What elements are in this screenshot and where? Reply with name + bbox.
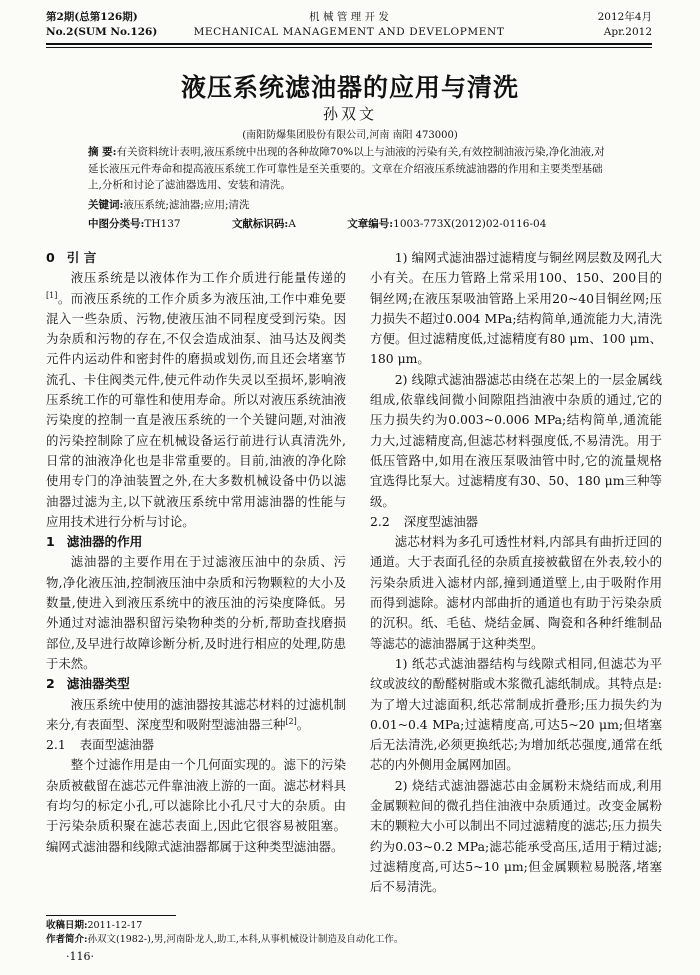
article-label: 文章编号:	[347, 218, 394, 230]
footnote-rule	[46, 915, 176, 916]
clc-value: TH137	[144, 218, 181, 230]
article-title: 液压系统滤油器的应用与清洗	[180, 73, 519, 102]
header-rule-thin	[46, 47, 652, 48]
abstract-text: 有关资料统计表明,液压系统中出现的各种故障70%以上与油液的污染有关,有效控制油液污染,净化油液,对延长液压元件寿命和提高液压系统工作可靠性是至关重要的。文章在介绍液压系统滤油器的作用和主要类型基础上,分析和讨论了滤油器选用、安装和清洗。	[88, 146, 605, 191]
issue-en: No.2(SUM No.126)	[46, 26, 158, 38]
journal-en: MECHANICAL MANAGEMENT AND DEVELOPMENT	[193, 26, 505, 38]
paragraph-depth: 滤芯材料为多孔可透性材料,内部具有曲折迂回的通道。大于表面孔径的杂质直接被截留在外表,较小的污染杂质进入滤材内部,撞到通道壁上,由于吸附作用而得到滤除。滤材内部曲折的通道也有助于污染杂质的沉积。纸、毛毡、烧结金属、陶瓷和各种纤维制品等滤芯的滤油器属于这种类型。	[370, 534, 662, 651]
article-number	[347, 218, 570, 230]
date-en: Apr.2012	[603, 26, 652, 38]
author-bio-value: 孙双文(1982-),男,河南卧龙人,助工,本科,从事机械设计制造及自动化工作。	[87, 934, 404, 945]
paragraph-paper-filter: 1) 纸芯式滤油器结构与线隙式相同,但滤芯为平纹或波纹的酚醛树脂或木浆微孔滤纸制成。其特点是:为了增大过滤面积,纸芯常制成折叠形;压力损失约为0.01~0.4 MPa;过滤精度高,可达5~20 μm;但堵塞后无法清洗,必须更换纸芯;为增加纸芯强度,通常在纸芯的内外侧用金属网加固。	[370, 655, 662, 773]
subsection-heading-surface	[46, 735, 346, 755]
abstract	[88, 144, 608, 194]
received-label: 收稿日期:	[46, 920, 88, 931]
clc-label: 中图分类号:	[88, 218, 145, 230]
author-affiliation: (南阳防爆集团股份有限公司,河南 南阳 473000)	[242, 130, 458, 141]
section-heading-types	[46, 674, 346, 694]
keywords-label: 关键词:	[88, 199, 124, 211]
left-column	[46, 248, 346, 857]
paragraph-surface: 整个过滤作用是由一个几何面实现的。滤下的污染杂质被截留在滤芯元件靠油液上游的一面。滤芯材料具有均匀的标定小孔,可以滤除比小孔尺寸大的杂质。由于污染杂质积聚在滤芯表面上,因此它很容易被阻塞。编网式滤油器和线隙式滤油器都属于这种类型滤油器。	[46, 757, 346, 854]
classification-line	[88, 216, 608, 233]
subsection-number: 2.2	[370, 513, 390, 529]
text-run: 。而液压系统的工作介质多为液压油,工作中难免要混入一些杂质、污物,使液压油不同程度受到污染。因为杂质和污物的存在,不仅会造成油泵、油马达及阀类元件内运动件和密封件的磨损或划伤,而且还会堵塞节流孔、卡住阀类元件,使元件动作失灵以至损坏,影响液压系统工作的可靠性和使用寿命。所以对液压系统油液污染度的控制一直是液压系统的一个关键问题,对油液的污染控制除了应在机械设备运行前进行认真清洗外,日常的油液净化也是非常重要的。目前,油液的净化除使用专门的净油装置之外,在大多数机械设备中仍以滤油器过滤为主,以下就液压系统中常用滤油器的性能与应用技术进行分析与讨论。	[46, 290, 346, 529]
abstract-label: 摘 要:	[88, 146, 117, 158]
section-number: 1	[46, 534, 55, 550]
right-column	[370, 248, 662, 898]
section-title: 滤油器的作用	[66, 534, 143, 550]
article-value: 1003-773X(2012)02-0116-04	[393, 218, 547, 230]
keywords	[88, 197, 608, 214]
section-title: 引 言	[66, 250, 97, 265]
subsection-title: 表面型滤油器	[79, 737, 155, 753]
article-author: 孙双文	[322, 105, 377, 123]
section-heading-intro	[46, 248, 346, 268]
paragraph-function: 滤油器的主要作用在于过滤液压油中的杂质、污物,净化液压油,控制液压油中杂质和污物颗粒的大小及数量,使进入到液压系统中的液压油的污染度降低。另外通过对滤油器积留污染物种类的分析,帮助查找磨损部位,及早进行故障诊断分析,及时进行相应的处理,防患于未然。	[46, 554, 346, 671]
paragraph-types	[46, 695, 346, 736]
doccode-value: A	[288, 218, 296, 230]
section-heading-function	[46, 532, 346, 552]
received-value: 2011-12-17	[87, 920, 143, 931]
doccode-label: 文献标识码:	[231, 218, 289, 230]
page-number: ·116·	[66, 950, 94, 963]
document-code	[232, 218, 320, 230]
citation: [2]	[285, 716, 297, 726]
subsection-heading-depth	[370, 512, 662, 532]
text-run: 液压系统中使用的滤油器按其滤芯材料的过滤机制来分,有表面型、深度型和吸附型滤油器三种	[46, 696, 346, 732]
author-bio-label: 作者简介:	[46, 934, 88, 945]
issue-date	[598, 10, 652, 40]
section-number: 0	[46, 250, 55, 265]
issue-cn: 第2期(总第126期)	[46, 11, 138, 23]
citation: [1]	[46, 290, 58, 300]
date-cn: 2012年4月	[597, 11, 652, 23]
clc-number	[88, 218, 205, 230]
section-title: 滤油器类型	[66, 676, 130, 692]
text-run: 。	[296, 716, 310, 732]
keywords-text: 液压系统;滤油器;应用;清洗	[123, 199, 250, 211]
text-run: 液压系统是以液体作为工作介质进行能量传递的	[70, 270, 346, 286]
journal-name	[46, 10, 652, 40]
subsection-title: 深度型滤油器	[403, 513, 479, 529]
paragraph-intro	[46, 268, 346, 532]
section-number: 2	[46, 676, 55, 692]
received-date	[46, 919, 142, 932]
paragraph-wire-filter: 2) 线隙式滤油器滤芯由绕在芯架上的一层金属线组成,依靠线间微小间隙阻挡油液中杂质的通过,它的压力损失约为0.003~0.006 MPa;结构简单,通流能力大,过滤精度高,但滤芯材料强度低,不易清洗。用于低压管路中,如用在液压泵吸油管中时,它的流量规格宜选得比泵大。过滤精度有30、50、180 μm三种等级。	[370, 371, 662, 509]
header-rule-thick	[46, 43, 652, 45]
subsection-number: 2.1	[46, 737, 66, 753]
author-bio	[46, 933, 403, 946]
paragraph-mesh-filter: 1) 编网式滤油器过滤精度与铜丝网层数及网孔大小有关。在压力管路上常采用100、150、200目的铜丝网;在液压泵吸油管路上采用20~40目铜丝网;压力损失不超过0.004 MPa;结构简单,通流能力大,清洗方便。但过滤精度低,过滤精度有80 μm、100 μm、180 μm。	[370, 250, 662, 367]
paragraph-sintered-filter: 2) 烧结式滤油器滤芯由金属粉末烧结而成,利用金属颗粒间的微孔挡住油液中杂质通过。改变金属粉末的颗粒大小可以制出不同过滤精度的滤芯;压力损失约为0.03~0.2 MPa;滤芯能承受高压,适用于精过滤;过滤精度高,可达5~10 μm;但金属颗粒易脱落,堵塞后不易清洗。	[370, 777, 662, 895]
journal-cn: 机 械 管 理 开 发	[309, 11, 389, 23]
